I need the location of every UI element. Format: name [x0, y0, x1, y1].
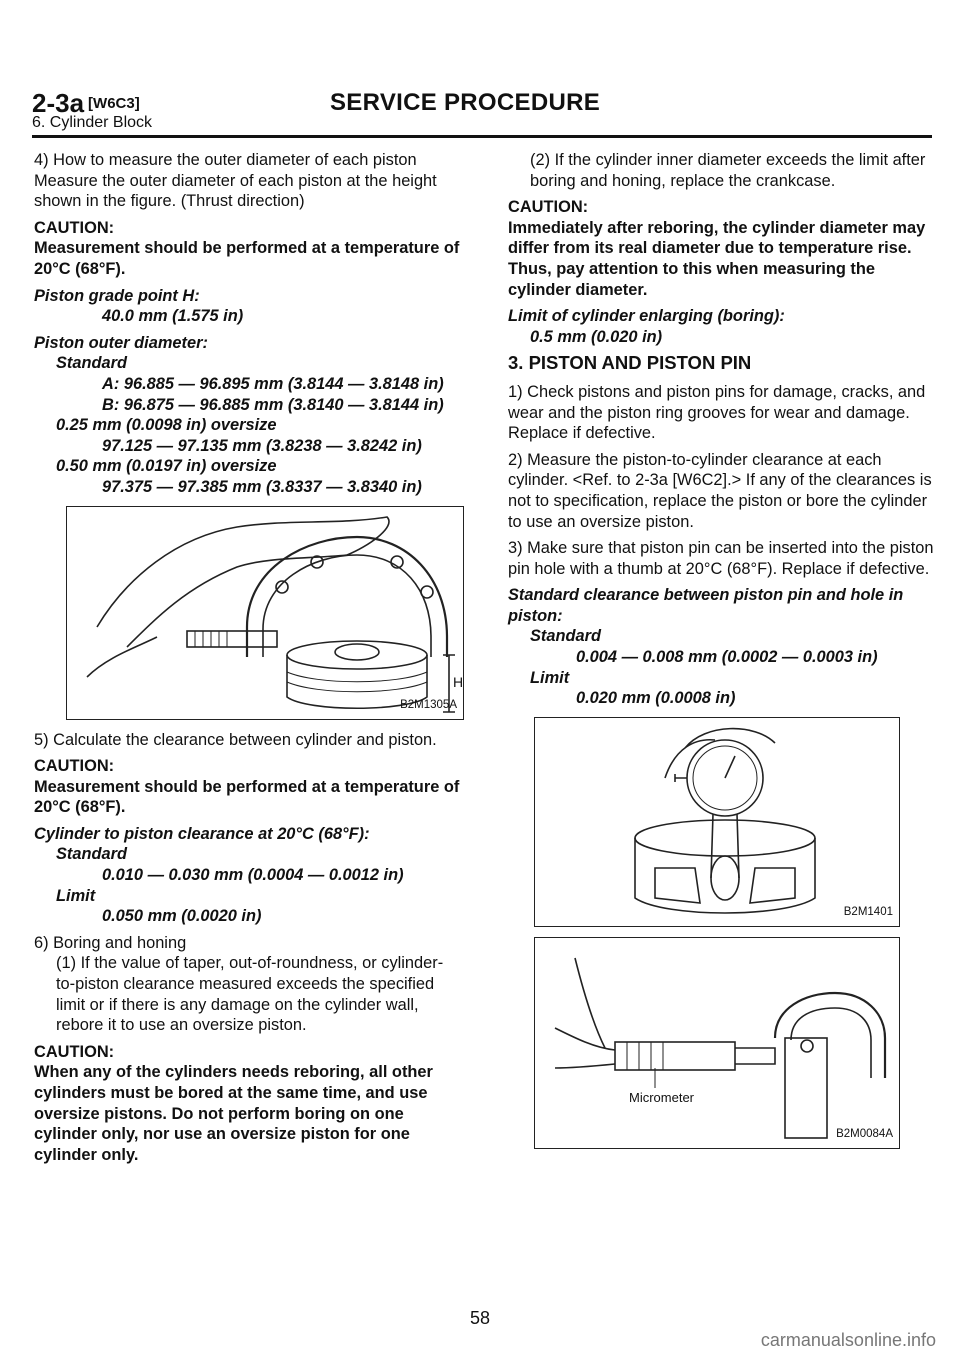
watermark: carmanualsonline.info — [760, 1330, 936, 1350]
p2: 2) Measure the piston-to-cylinder clearance at each cylinder. <Ref. to 2-3a [W6C2].> If any of the clearances is not to specification, replace the piston or bore the cylinder to use an oversize piston. — [508, 450, 932, 531]
section-subcode: [W6C3] — [88, 95, 140, 112]
figure-dial-gauge — [534, 717, 900, 927]
right-column — [508, 150, 936, 1159]
label-micrometer: Micrometer — [629, 1089, 695, 1105]
step5: 5) Calculate the clearance between cylinder and piston. — [34, 730, 437, 749]
figure-code: B2M1401 — [843, 906, 893, 919]
left-column — [34, 150, 462, 1171]
step6-2: (2) If the cylinder inner diameter exceeds the limit after boring and honing, replace the crankcase. — [530, 151, 926, 190]
step4-title: 4) How to measure the outer diameter of each piston — [34, 151, 417, 169]
step6-1: (1) If the value of taper, out-of-roundness, or cylinder- to-piston clearance measured exceeds the specified limit or if there is any damage on the cylinder wall, rebore it to use an oversize piston. — [56, 954, 444, 1035]
section-code: 2-3a [W6C3] — [32, 88, 140, 118]
section-3-heading: 3. PISTON AND PISTON PIN — [508, 352, 752, 374]
figure-micrometer — [534, 937, 900, 1149]
piston-micrometer-illustration — [67, 507, 463, 719]
figure-piston-outer-diameter — [66, 506, 464, 720]
grade-spec: Piston grade point H: 40.0 mm (1.575 in) — [34, 286, 244, 326]
micrometer-illustration — [535, 938, 899, 1148]
clearance-spec: Cylinder to piston clearance at 20°C (68°F): Standard 0.010 — 0.030 mm (0.0004 — 0.0012 in) Limit 0.050 mm (0.0020 in) — [34, 824, 404, 926]
caution-4: CAUTION: Immediately after reboring, the cylinder diameter may differ from its real diameter due to temperature rise. Thus, pay attention to this when measuring the cylinder diameter. — [508, 198, 926, 299]
p3: 3) Make sure that piston pin can be inserted into the piston pin hole with a thumb at 20°C (68°F). Replace if defective. — [508, 539, 934, 578]
caution-3: CAUTION: When any of the cylinders needs reboring, all other cylinders must be bored at the same time, and use oversize pistons. Do not perform boring on one cylinder only, nor use an oversize piston for one cylinder only. — [34, 1042, 433, 1164]
step4-text: Measure the outer diameter of each piston at the height shown in the figure. (Thrust direction) — [34, 171, 437, 211]
figure-code: B2M0084A — [836, 1128, 893, 1141]
p1: 1) Check pistons and piston pins for damage, cracks, and wear and the piston ring grooves for wear and damage. Replace if defective. — [508, 382, 926, 443]
step6-title: 6) Boring and honing — [34, 933, 187, 952]
pin-clearance-spec: Standard clearance between piston pin and hole in piston: Standard 0.004 — 0.008 mm (0.0002 — 0.0003 in) Limit 0.020 mm (0.0008 in) — [508, 586, 904, 708]
boring-limit-spec: Limit of cylinder enlarging (boring): 0.5 mm (0.020 in) — [508, 307, 785, 346]
caution-1: CAUTION: Measurement should be performed at a temperature of 20°C (68°F). — [34, 218, 460, 278]
header-rule — [32, 135, 932, 138]
caution-2: CAUTION: Measurement should be performed at a temperature of 20°C (68°F). — [34, 757, 460, 817]
section-title: SERVICE PROCEDURE — [330, 89, 601, 116]
step4-block — [34, 150, 462, 212]
section-subtitle: 6. Cylinder Block — [32, 114, 153, 131]
page-number: 58 — [469, 1308, 491, 1328]
figure-code: B2M1305A — [400, 698, 457, 711]
outer-diameter-spec: Piston outer diameter: Standard A: 96.885 — 96.895 mm (3.8144 — 3.8148 in) B: 96.875 — 96.885 mm (3.8140 — 3.8144 in) 0.25 mm (0.0098 in) oversize 97.125 — 97.135 mm (3.8238 — 3.8242 in) 0.50 mm (0.0197 in) oversize 97.375 — 97.385 mm (3.8337 — 3.8340 in) — [34, 333, 444, 496]
label-h: H — [453, 673, 464, 690]
step6-block — [34, 933, 462, 1036]
dial-gauge-illustration — [535, 718, 899, 926]
